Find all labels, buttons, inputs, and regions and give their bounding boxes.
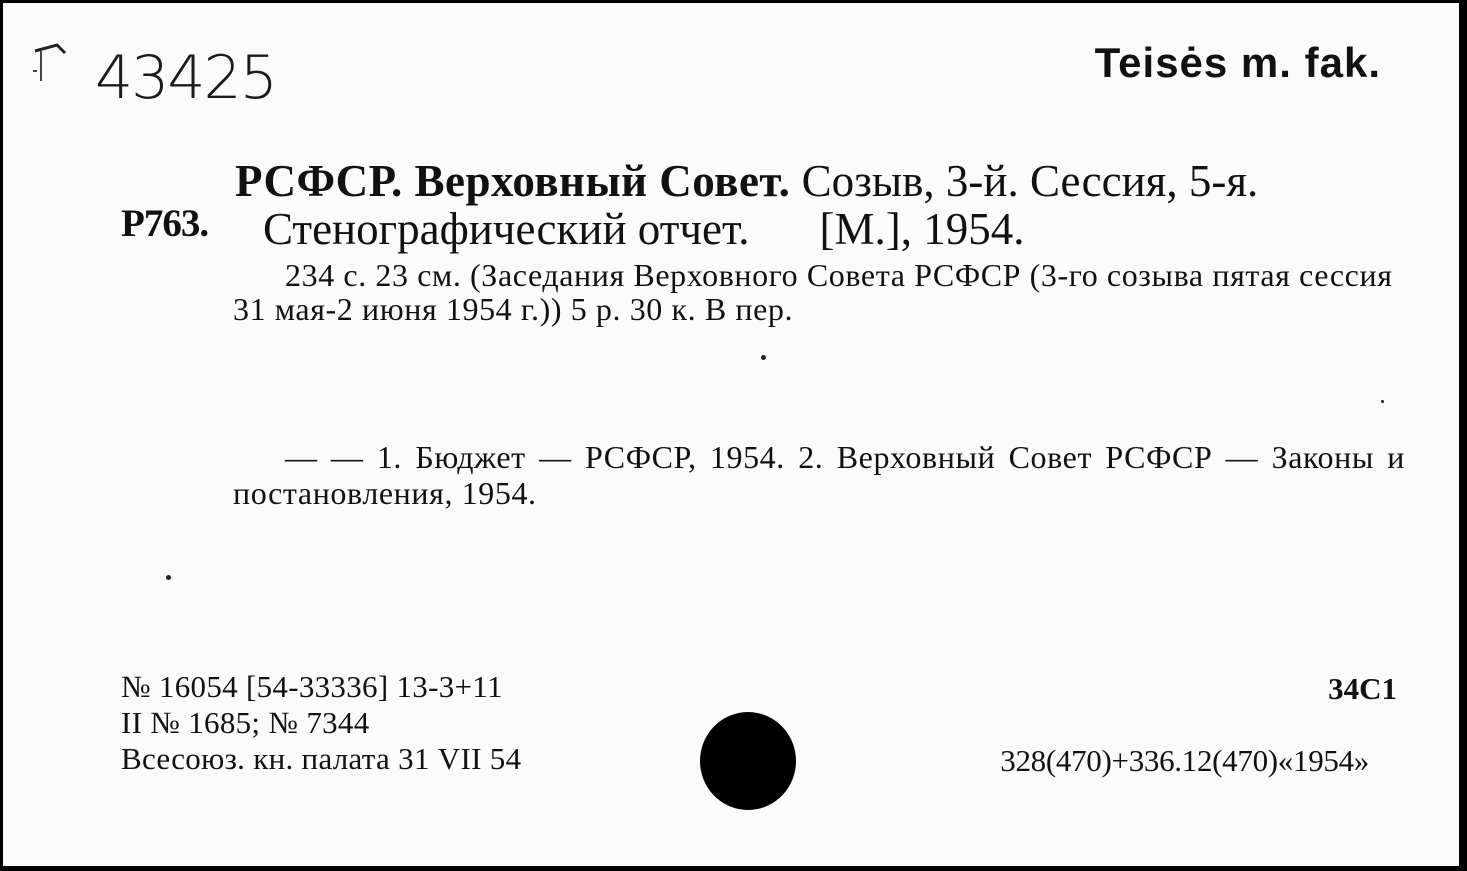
classification-index: 328(470)+336.12(470)«1954» bbox=[1000, 743, 1369, 778]
author-heading: РСФСР. Верховный Совет. bbox=[235, 156, 791, 206]
description-text: 234 с. 23 см. (Заседания Верховного Совета РСФСР (3-го созыва пятая сессия 31 мая-2 июня 1954 г.)) 5 р. 30 к. В пер. bbox=[233, 257, 1393, 327]
catalog-card bbox=[3, 3, 1459, 866]
stamp-blot: fak. bbox=[1304, 39, 1381, 86]
card-code: 34С1 bbox=[1328, 671, 1397, 706]
title-text: Стенографический отчет. bbox=[263, 204, 750, 254]
speck bbox=[761, 355, 766, 360]
handwritten-number: 43425 bbox=[95, 43, 276, 113]
heading-rest: Созыв, 3-й. Сессия, 5-я. bbox=[801, 156, 1259, 206]
heading-line bbox=[235, 155, 1258, 207]
footer-line-1: № 16054 [54-33336] 13-3+11 bbox=[121, 669, 503, 704]
stamp-text: Teisės m. bbox=[1094, 39, 1292, 86]
title-line bbox=[263, 203, 1024, 255]
footer-line-2: II № 1685; № 7344 bbox=[121, 705, 370, 740]
library-stamp bbox=[1095, 39, 1381, 87]
subject-headings bbox=[233, 439, 1405, 511]
speck bbox=[1381, 400, 1384, 403]
speck bbox=[166, 575, 171, 580]
imprint: [М.], 1954. bbox=[819, 204, 1025, 254]
punch-hole bbox=[700, 712, 796, 810]
physical-description bbox=[233, 258, 1403, 326]
footer-left bbox=[121, 669, 521, 777]
footer-line-3: Всесоюз. кн. палата 31 VII 54 bbox=[121, 741, 522, 776]
corner-scribble-icon bbox=[29, 41, 67, 91]
call-number: Р763. bbox=[121, 202, 209, 245]
subjects-text: — — 1. Бюджет — РСФСР, 1954. 2. Верховный Совет РСФСР — Законы и постановления, 1954. bbox=[233, 439, 1405, 511]
